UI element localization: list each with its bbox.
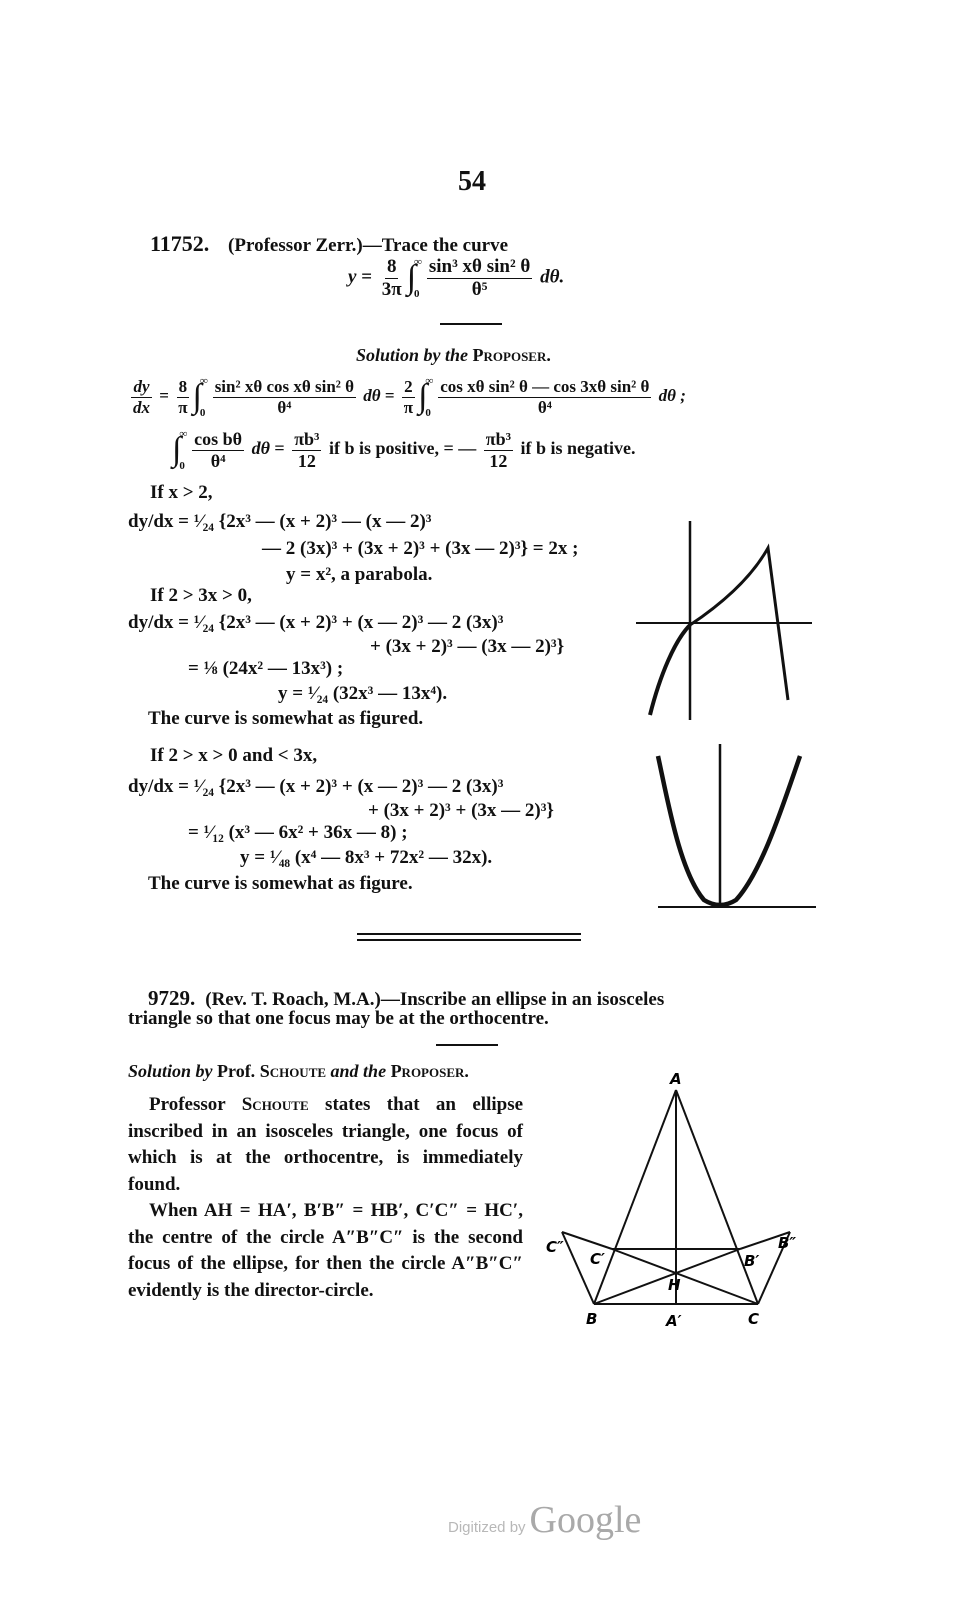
label-A1: A′	[666, 1312, 682, 1330]
derivative-equation: $\frac{dy}{dx}$ = $\frac{8}{\pi}$ ∫ ∞ 0 $\frac{\text{sin² xθ cos xθ sin² θ}}{\text{θ⁴}}$ dθ = $\frac{2}{\pi}$ ∫ ∞ 0 $\frac{\text{cos xθ sin² θ — cos 3xθ sin² θ}}{\text{θ⁴}}$ dθ ;	[133, 375, 686, 419]
case-2-note: The curve is somewhat as figured.	[148, 708, 424, 729]
case-2-line-4: y = ¹⁄₂₄ (32x³ — 13x⁴).	[278, 683, 448, 704]
label-C2: C″	[546, 1238, 564, 1256]
short-rule-2	[436, 1044, 498, 1046]
double-rule-top	[357, 933, 581, 935]
watermark-prefix: Digitized by	[448, 1519, 526, 1536]
cos-integrand: $\frac{\text{cos bθ}}{\text{θ⁴}}$	[194, 428, 243, 471]
case-3-note: The curve is somewhat as figure.	[148, 873, 413, 894]
problem-2-number: 9729.	[148, 986, 196, 1010]
eq-lhs: y	[348, 266, 357, 288]
case-2-line-3: = ⅛ (24x² — 13x³) ;	[188, 658, 344, 679]
case-1-line-1: dy/dx = ¹⁄₂₄ {2x³ — (x + 2)³ — (x — 2)³	[128, 511, 432, 532]
line-C2-B	[562, 1232, 594, 1304]
page-number: 54	[458, 166, 486, 197]
label-C: C	[748, 1310, 760, 1328]
negative-condition: if b is negative.	[520, 438, 636, 459]
case-3-line-1: dy/dx = ¹⁄₂₄ {2x³ — (x + 2)³ + (x — 2)³ — 2 (3x)³	[128, 776, 504, 797]
solution-heading-1: Solution by the Proposer.	[356, 345, 551, 365]
label-B2: B″	[778, 1234, 797, 1252]
label-C1: C′	[590, 1250, 605, 1268]
curve-figure-2	[652, 742, 822, 914]
case-3-line-4: y = ¹⁄₄₈ (x⁴ — 8x³ + 72x² — 32x).	[240, 847, 493, 868]
paragraph-1: Professor Schoute states that an ellipse inscribed in an isosceles triangle, one focus of which is at the orthocentre, is immediately found.	[128, 1094, 524, 1195]
solution-heading-2: Solution by Prof. Schoute and the Proposer.	[128, 1061, 469, 1081]
integral-sign: ∫	[172, 431, 182, 468]
case-1-line-3: y = x², a parabola.	[286, 564, 433, 585]
problem-1-equation: y = $\frac{8}{3\pi}$ ∫ ∞ 0 $\frac{\text{sin³ xθ sin² θ}}{\text{θ⁵}}$ dθ.	[348, 256, 565, 301]
problem-1-author: (Professor Zerr.)	[228, 235, 363, 256]
cos-integral-equation: ∫ ∞ 0 $\frac{\text{cos bθ}}{\text{θ⁴}}$ dθ = $\frac{\text{πb³}}{12}$ if b is positive, = — $\frac{\text{πb³}}{12}$ if b is negative.	[172, 428, 636, 472]
paragraph-2: When AH = HA′, B′B″ = HB′, C′C″ = HC′, the centre of the circle A″B″C″ is the second focus of the ellipse, for then the circle A″B″C″ evidently is the director-circle.	[128, 1200, 523, 1301]
label-B1: B′	[744, 1252, 760, 1270]
coef-8-pi: $\frac{8}{\pi}$	[178, 376, 188, 417]
digitized-watermark	[448, 1498, 641, 1542]
result-positive: $\frac{\text{πb³}}{12}$	[294, 428, 320, 471]
label-A: A	[670, 1070, 682, 1088]
eq-dtheta: dθ.	[540, 266, 565, 288]
coef-2-pi: $\frac{2}{\pi}$	[403, 376, 414, 417]
problem-1-header	[150, 231, 508, 257]
case-3-condition: If 2 > x > 0 and < 3x,	[150, 745, 318, 766]
label-H: H	[668, 1276, 681, 1294]
line-C-C1	[612, 1249, 758, 1304]
eq-coefficient: $\frac{8}{3\pi}$	[381, 256, 402, 300]
double-rule-bottom	[357, 939, 581, 941]
integral-sign: ∫	[406, 259, 417, 297]
u-curve	[658, 756, 800, 905]
label-B: B	[586, 1310, 598, 1328]
case-3-line-3: = ¹⁄₁₂ (x³ — 6x² + 36x — 8) ;	[188, 822, 408, 843]
curve-left-branch	[650, 625, 690, 715]
result-negative: $\frac{\text{πb³}}{12}$	[485, 428, 512, 471]
case-3-line-2: + (3x + 2)³ + (3x — 2)³}	[368, 800, 554, 821]
problem-1-number: 11752.	[150, 231, 210, 256]
triangle-figure	[540, 1068, 810, 1333]
dy-dx: $\frac{dy}{dx}$	[133, 376, 150, 417]
short-rule-1	[440, 323, 502, 325]
case-2-line-1: dy/dx = ¹⁄₂₄ {2x³ — (x + 2)³ + (x — 2)³ — 2 (3x)³	[128, 612, 504, 633]
integral-limits: ∞ 0	[425, 375, 434, 419]
case-1-condition: If x > 2,	[150, 482, 213, 503]
case-2-condition: If 2 > 3x > 0,	[150, 585, 252, 606]
integral-limits: ∞ 0	[199, 375, 208, 419]
case-1-line-2: — 2 (3x)³ + (3x + 2)³ + (3x — 2)³} = 2x ;	[262, 538, 579, 559]
problem-2-statement-1: —Inscribe an ellipse in an isosceles	[380, 989, 665, 1010]
side-AC	[676, 1090, 758, 1304]
integral-sign: ∫	[192, 378, 202, 415]
problem-2-author: (Rev. T. Roach, M.A.)	[205, 989, 381, 1010]
watermark-brand: Google	[529, 1499, 642, 1541]
integral-limits: ∞ 0	[179, 428, 188, 472]
problem-1-statement: —Trace the curve	[362, 235, 509, 256]
integral-sign: ∫	[418, 378, 428, 415]
line-B-B1	[594, 1249, 740, 1304]
integrand-1: $\frac{\text{sin² xθ cos xθ sin² θ}}{\text{θ⁴}}$	[214, 376, 354, 417]
side-AB	[594, 1090, 676, 1304]
curve-figure-1	[630, 515, 820, 725]
positive-condition: if b is positive,	[328, 438, 439, 459]
problem-2-header-line-2: triangle so that one focus may be at the orthocentre.	[128, 1008, 549, 1029]
integrand-2: $\frac{\text{cos xθ sin² θ — cos 3xθ sin² θ}}{\text{θ⁴}}$	[440, 376, 650, 417]
eq-integrand: $\frac{\text{sin³ xθ sin² θ}}{\text{θ⁵}}$	[428, 256, 531, 300]
case-2-line-2: + (3x + 2)³ — (3x — 2)³}	[370, 636, 565, 657]
integral-limits: ∞ 0	[414, 256, 422, 301]
